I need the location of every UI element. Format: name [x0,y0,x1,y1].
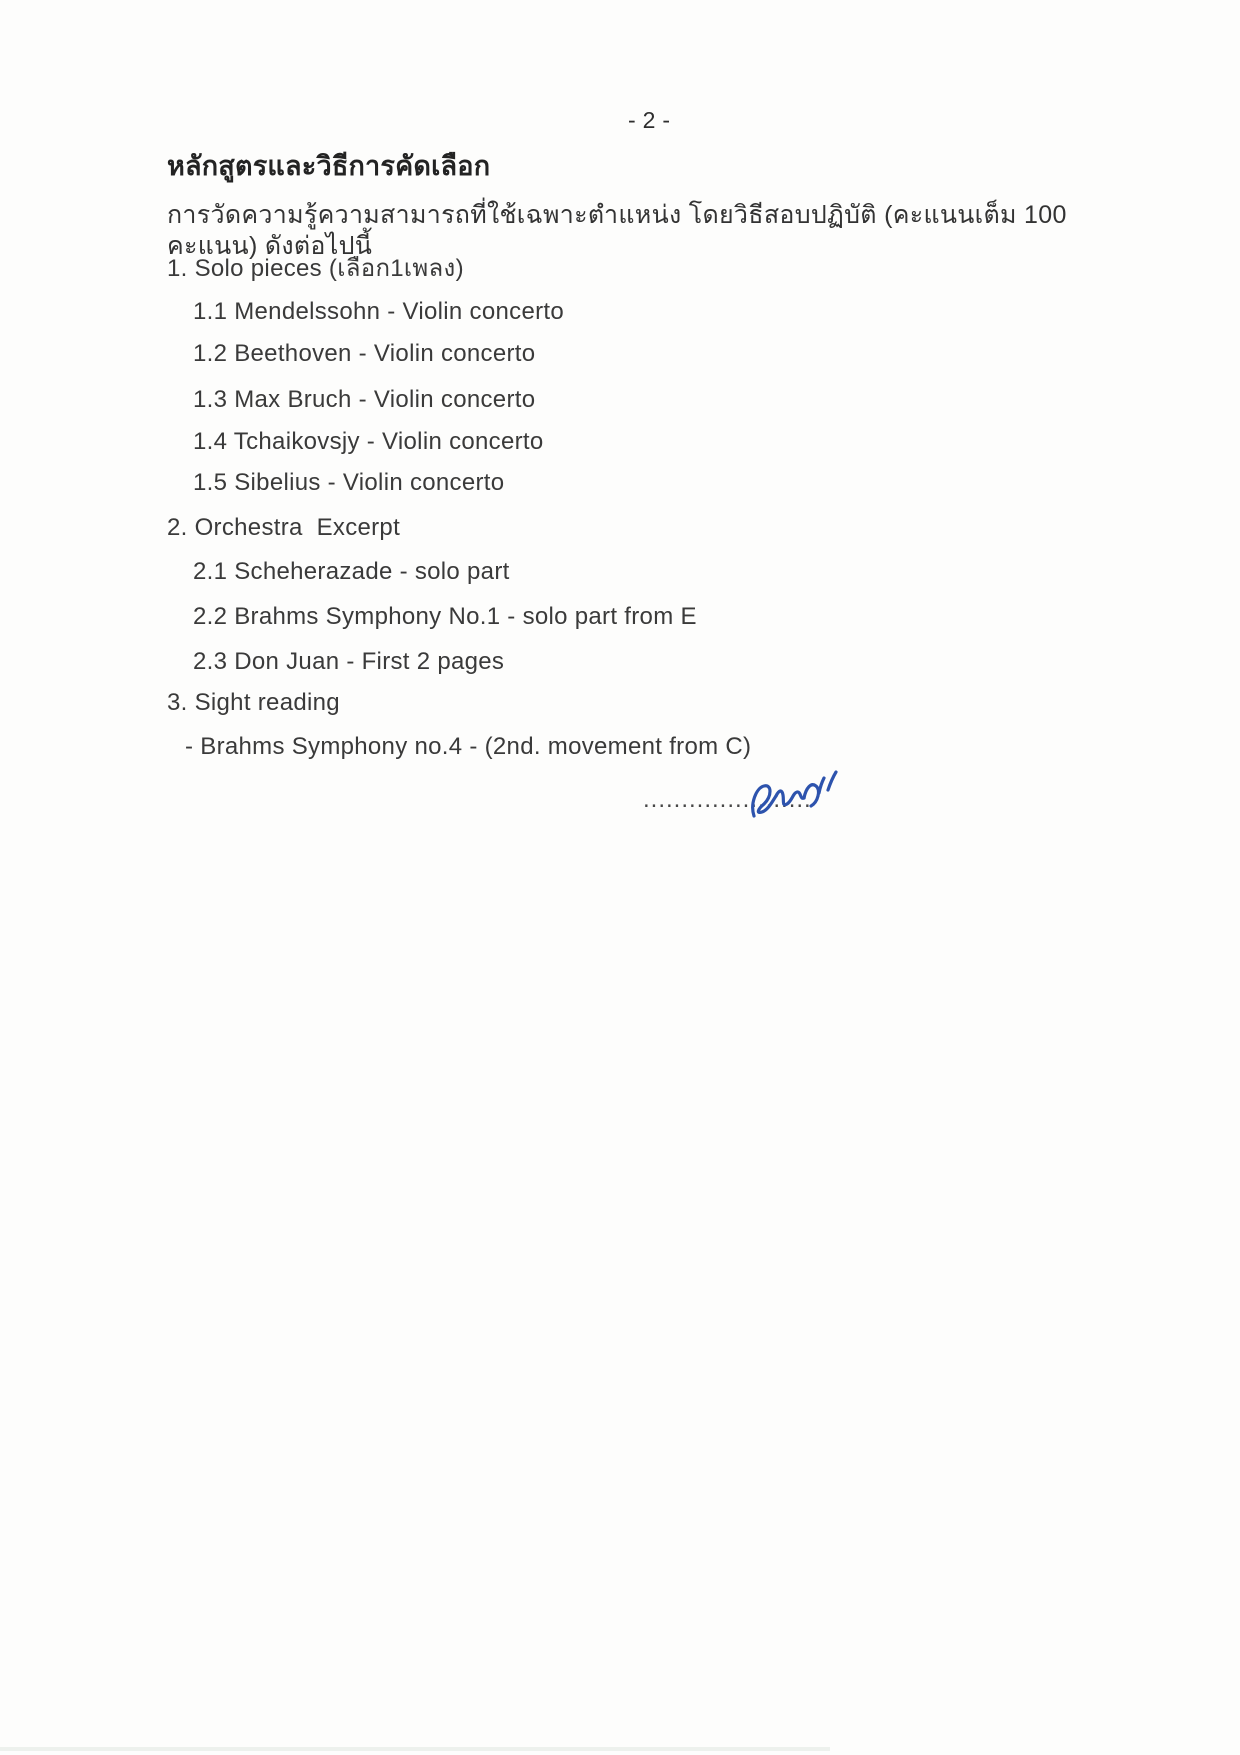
list-item-solo-pieces: 1. Solo pieces (เลือก1เพลง) [167,255,464,282]
intro-paragraph: การวัดความรู้ความสามารถที่ใช้เฉพาะตำแหน่ง โดยวิธีสอบปฏิบัติ (คะแนนเต็ม 100 คะแนน) ดังต่อไปนี้ [167,201,1074,261]
handwritten-signature-ink [748,762,844,824]
list-item-brahms-symphony-1: 2.2 Brahms Symphony No.1 - solo part from E [193,603,697,630]
list-item-tchaikovsky: 1.4 Tchaikovsjy - Violin concerto [193,428,544,455]
page-number: - 2 - [628,107,671,133]
scan-artifact-line [0,1747,830,1751]
list-item-brahms-symphony-4: - Brahms Symphony no.4 - (2nd. movement from C) [185,733,752,760]
document-heading: หลักสูตรและวิธีการคัดเลือก [167,151,491,181]
list-item-sibelius: 1.5 Sibelius - Violin concerto [193,469,505,496]
list-item-mendelssohn: 1.1 Mendelssohn - Violin concerto [193,298,565,325]
list-item-sight-reading: 3. Sight reading [167,689,340,716]
list-item-beethoven: 1.2 Beethoven - Violin concerto [193,340,536,367]
list-item-max-bruch: 1.3 Max Bruch - Violin concerto [193,386,536,413]
list-item-don-juan: 2.3 Don Juan - First 2 pages [193,648,505,675]
list-item-scheherazade: 2.1 Scheherazade - solo part [193,558,510,585]
list-item-orchestra-excerpt: 2. Orchestra Excerpt [167,514,401,541]
signature-dotted-line: ...................... [643,786,812,813]
